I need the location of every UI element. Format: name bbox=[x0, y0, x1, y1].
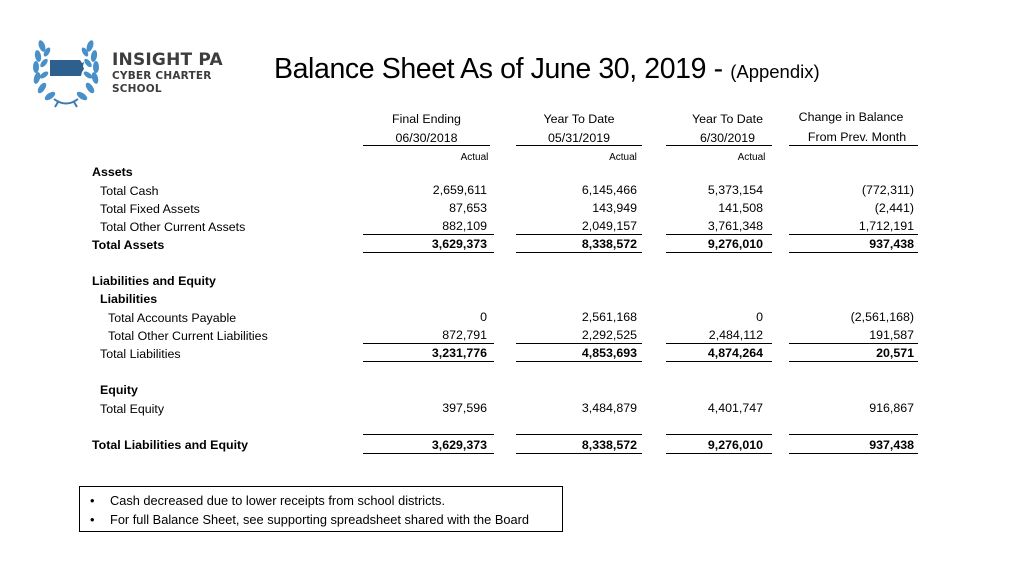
col1-header-rule bbox=[363, 145, 490, 146]
total-liabilities-col4: 20,571 bbox=[876, 346, 914, 360]
liabilities-subtotal-rule-col4 bbox=[789, 343, 918, 344]
col4-header-rule bbox=[789, 145, 918, 146]
liabilities-subtotal-rule-col1 bbox=[363, 343, 494, 344]
note-item bbox=[90, 512, 529, 527]
total-accounts-payable-col3: 0 bbox=[756, 310, 763, 324]
total-liabilities-rule-col1 bbox=[363, 361, 494, 362]
col2-sublabel: Actual bbox=[609, 152, 637, 163]
total-assets-rule-col1 bbox=[363, 252, 494, 253]
total-liabilities-rule-col2 bbox=[516, 361, 642, 362]
liabilities-subtotal-rule-col3 bbox=[666, 343, 772, 344]
total-other-current-assets-col4: 1,712,191 bbox=[858, 219, 914, 233]
pennsylvania-laurel-icon bbox=[28, 38, 104, 108]
total-other-current-liabilities-col1: 872,791 bbox=[442, 328, 487, 342]
col1-header-line2: 06/30/2018 bbox=[395, 131, 458, 145]
total-cash-col4: (772,311) bbox=[861, 183, 914, 197]
col1-header-line1: Final Ending bbox=[392, 112, 461, 126]
total-cash-col3: 5,373,154 bbox=[707, 183, 763, 197]
total-equity-col2: 3,484,879 bbox=[581, 401, 637, 415]
total-cash-col2: 6,145,466 bbox=[581, 183, 637, 197]
total-accounts-payable-col2: 2,561,168 bbox=[581, 310, 637, 324]
row-label-total-fixed-assets: Total Fixed Assets bbox=[100, 202, 200, 216]
total-liabilities-col2: 4,853,693 bbox=[581, 346, 637, 360]
total-liabilities-col3: 4,874,264 bbox=[707, 346, 763, 360]
total-assets-col4: 937,438 bbox=[869, 237, 914, 251]
logo-name: INSIGHT PA bbox=[112, 50, 223, 70]
total-assets-rule-col2 bbox=[516, 252, 642, 253]
col3-header-line1: Year To Date bbox=[692, 112, 763, 126]
col2-header-rule bbox=[516, 145, 642, 146]
total-assets-col3: 9,276,010 bbox=[707, 237, 763, 251]
total-fixed-assets-col2: 143,949 bbox=[592, 201, 637, 215]
bullet: • bbox=[90, 512, 95, 527]
total-fixed-assets-col3: 141,508 bbox=[718, 201, 763, 215]
grand-total-rule-top-col3 bbox=[666, 434, 772, 435]
liabilities-subtotal-rule-col2 bbox=[516, 343, 642, 344]
total-other-current-assets-col2: 2,049,157 bbox=[581, 219, 637, 233]
page-title bbox=[274, 52, 820, 89]
total-liabilities-rule-col4 bbox=[789, 361, 918, 362]
total-cash-col1: 2,659,611 bbox=[432, 183, 487, 197]
section-liabilities-and-equity: Liabilities and Equity bbox=[92, 274, 216, 288]
row-label-total-other-current-liabilities: Total Other Current Liabilities bbox=[108, 329, 268, 343]
row-label-total-other-current-assets: Total Other Current Assets bbox=[100, 220, 246, 234]
total-fixed-assets-col1: 87,653 bbox=[449, 201, 487, 215]
total-other-current-assets-col1: 882,109 bbox=[442, 219, 487, 233]
col4-header-line2: From Prev. Month bbox=[807, 130, 907, 144]
grand-total-rule-bottom-col4 bbox=[789, 453, 918, 454]
total-assets-col2: 8,338,572 bbox=[581, 237, 637, 251]
grand-total-rule-top-col4 bbox=[789, 434, 918, 435]
total-other-current-assets-col3: 3,761,348 bbox=[707, 219, 763, 233]
total-assets-rule-col3 bbox=[666, 252, 772, 253]
row-label-total-equity: Total Equity bbox=[100, 402, 165, 416]
grand-total-rule-bottom-col1 bbox=[363, 453, 494, 454]
total-assets-rule-col4 bbox=[789, 252, 918, 253]
grand-total-rule-top-col2 bbox=[516, 434, 642, 435]
title-main: Balance Sheet As of June 30, 2019 - bbox=[274, 53, 731, 85]
col3-sublabel: Actual bbox=[737, 152, 766, 163]
total-liabilities-and-equity-col3: 9,276,010 bbox=[707, 438, 763, 452]
row-label-total-accounts-payable: Total Accounts Payable bbox=[108, 311, 237, 325]
assets-subtotal-rule-col1 bbox=[363, 234, 494, 235]
section-liabilities: Liabilities bbox=[100, 292, 158, 306]
note-item bbox=[90, 493, 445, 508]
note-text: For full Balance Sheet, see supporting spreadsheet shared with the Board bbox=[110, 512, 529, 527]
assets-subtotal-rule-col4 bbox=[789, 234, 918, 235]
total-accounts-payable-col1: 0 bbox=[480, 310, 487, 324]
col2-header-line2: 05/31/2019 bbox=[547, 131, 610, 145]
total-liabilities-and-equity-col1: 3,629,373 bbox=[431, 438, 487, 452]
col1-sublabel: Actual bbox=[460, 152, 489, 163]
row-label-total-liabilities-and-equity: Total Liabilities and Equity bbox=[92, 438, 249, 452]
section-assets: Assets bbox=[92, 165, 133, 179]
total-fixed-assets-col4: (2,441) bbox=[874, 201, 914, 215]
grand-total-rule-bottom-col2 bbox=[516, 453, 642, 454]
total-assets-col1: 3,629,373 bbox=[431, 237, 487, 251]
school-logo bbox=[28, 38, 258, 108]
total-equity-col1: 397,596 bbox=[442, 401, 487, 415]
total-liabilities-and-equity-col2: 8,338,572 bbox=[581, 438, 637, 452]
title-subtitle: (Appendix) bbox=[730, 61, 820, 82]
row-label-total-assets: Total Assets bbox=[92, 238, 165, 252]
total-liabilities-and-equity-col4: 937,438 bbox=[869, 438, 914, 452]
col3-header-rule bbox=[666, 145, 772, 146]
bullet: • bbox=[90, 493, 95, 508]
grand-total-rule-bottom-col3 bbox=[666, 453, 772, 454]
total-accounts-payable-col4: (2,561,168) bbox=[850, 310, 914, 324]
total-other-current-liabilities-col2: 2,292,525 bbox=[581, 328, 637, 342]
note-text: Cash decreased due to lower receipts from school districts. bbox=[110, 493, 445, 508]
section-equity: Equity bbox=[100, 383, 138, 397]
row-label-total-liabilities: Total Liabilities bbox=[100, 347, 181, 361]
row-label-total-cash: Total Cash bbox=[100, 184, 159, 198]
total-equity-col4: 916,867 bbox=[869, 401, 914, 415]
total-other-current-liabilities-col4: 191,587 bbox=[869, 328, 914, 342]
col4-header-line1: Change in Balance bbox=[798, 110, 904, 124]
notes-box bbox=[79, 486, 563, 532]
assets-subtotal-rule-col3 bbox=[666, 234, 772, 235]
total-liabilities-rule-col3 bbox=[666, 361, 772, 362]
assets-subtotal-rule-col2 bbox=[516, 234, 642, 235]
col2-header-line1: Year To Date bbox=[543, 112, 615, 126]
total-liabilities-col1: 3,231,776 bbox=[431, 346, 487, 360]
col3-header-line2: 6/30/2019 bbox=[699, 131, 756, 145]
grand-total-rule-top-col1 bbox=[363, 434, 494, 435]
total-equity-col3: 4,401,747 bbox=[707, 401, 763, 415]
logo-subtitle: CYBER CHARTER SCHOOL bbox=[112, 70, 212, 95]
total-other-current-liabilities-col3: 2,484,112 bbox=[708, 328, 763, 342]
